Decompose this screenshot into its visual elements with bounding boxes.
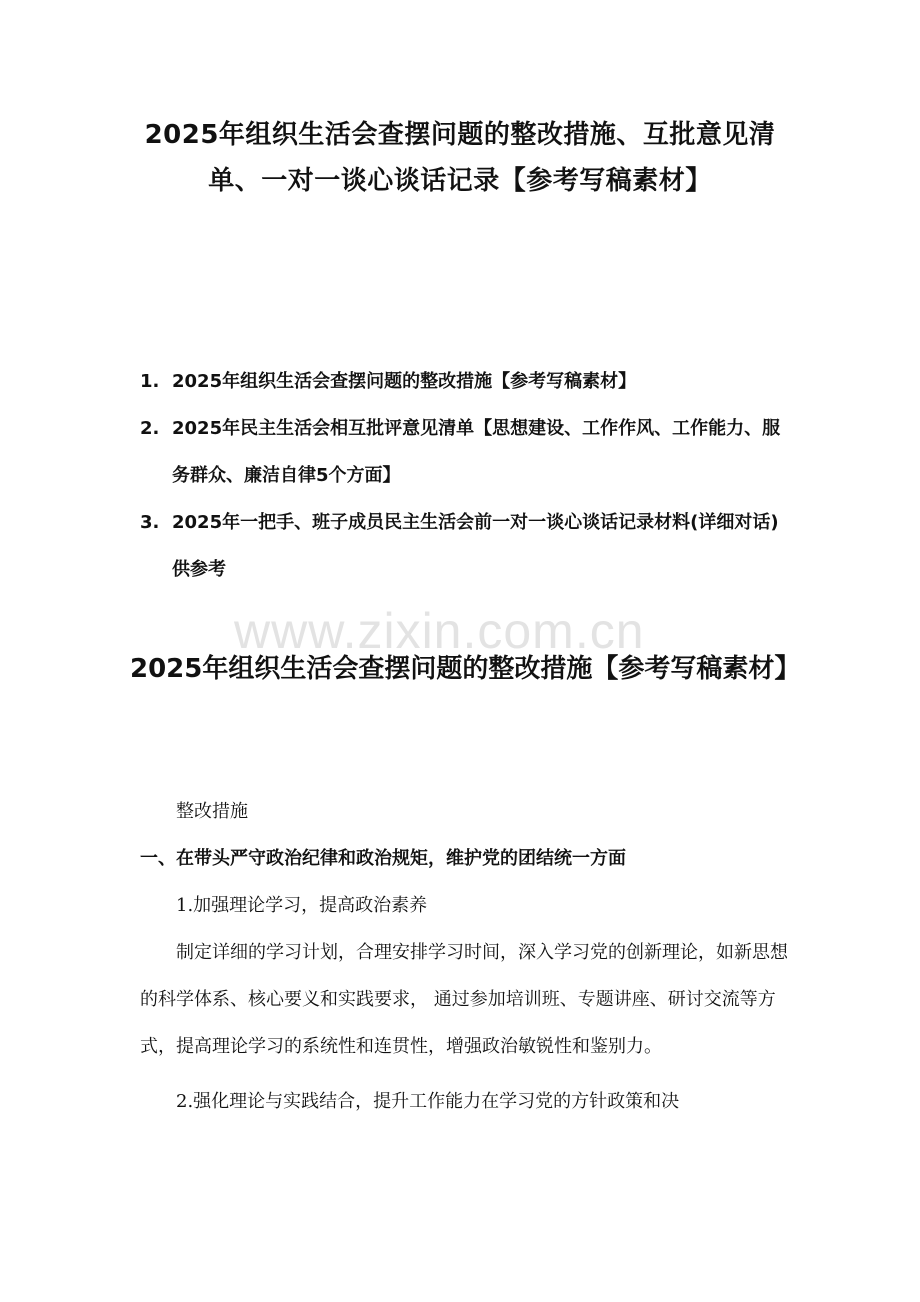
table-of-contents	[140, 358, 790, 593]
document-title: 2025年组织生活会查摆问题的整改措施、互批意见清单、一对一谈心谈话记录【参考写稿素材】	[144, 120, 776, 196]
toc-text: 2025年民主生活会相互批评意见清单【思想建设、工作作风、工作能力、服务群众、廉洁自律5个方面】	[172, 418, 781, 486]
item-title: 1.加强理论学习，提高政治素养	[176, 895, 428, 916]
section-title: 2025年组织生活会查摆问题的整改措施【参考写稿素材】	[130, 654, 801, 684]
body-text	[140, 788, 790, 1125]
toc-item-1	[140, 358, 790, 405]
toc-number: 3.	[140, 512, 160, 533]
toc-text: 2025年组织生活会查摆问题的整改措施【参考写稿素材】	[172, 371, 637, 392]
toc-item-3	[140, 499, 790, 593]
section-heading: 一、在带头严守政治纪律和政治规矩，维护党的团结统一方面	[140, 848, 626, 869]
toc-number: 2.	[140, 418, 160, 439]
toc-number: 1.	[140, 371, 160, 392]
watermark: www.zixin.com.cn	[234, 603, 645, 659]
item-paragraph: 2.强化理论与实践结合，提升工作能力在学习党的方针政策和决	[176, 1091, 680, 1112]
section-label: 整改措施	[176, 801, 248, 822]
toc-item-2	[140, 405, 790, 499]
toc-text: 2025年一把手、班子成员民主生活会前一对一谈心谈话记录材料(详细对话)供参考	[172, 512, 779, 580]
item-paragraph: 制定详细的学习计划，合理安排学习时间，深入学习党的创新理论，如新思想的科学体系、核心要义和实践要求， 通过参加培训班、专题讲座、研讨交流等方式，提高理论学习的系统性和连贯性，增强政治敏锐性和鉴别力。	[140, 942, 788, 1057]
